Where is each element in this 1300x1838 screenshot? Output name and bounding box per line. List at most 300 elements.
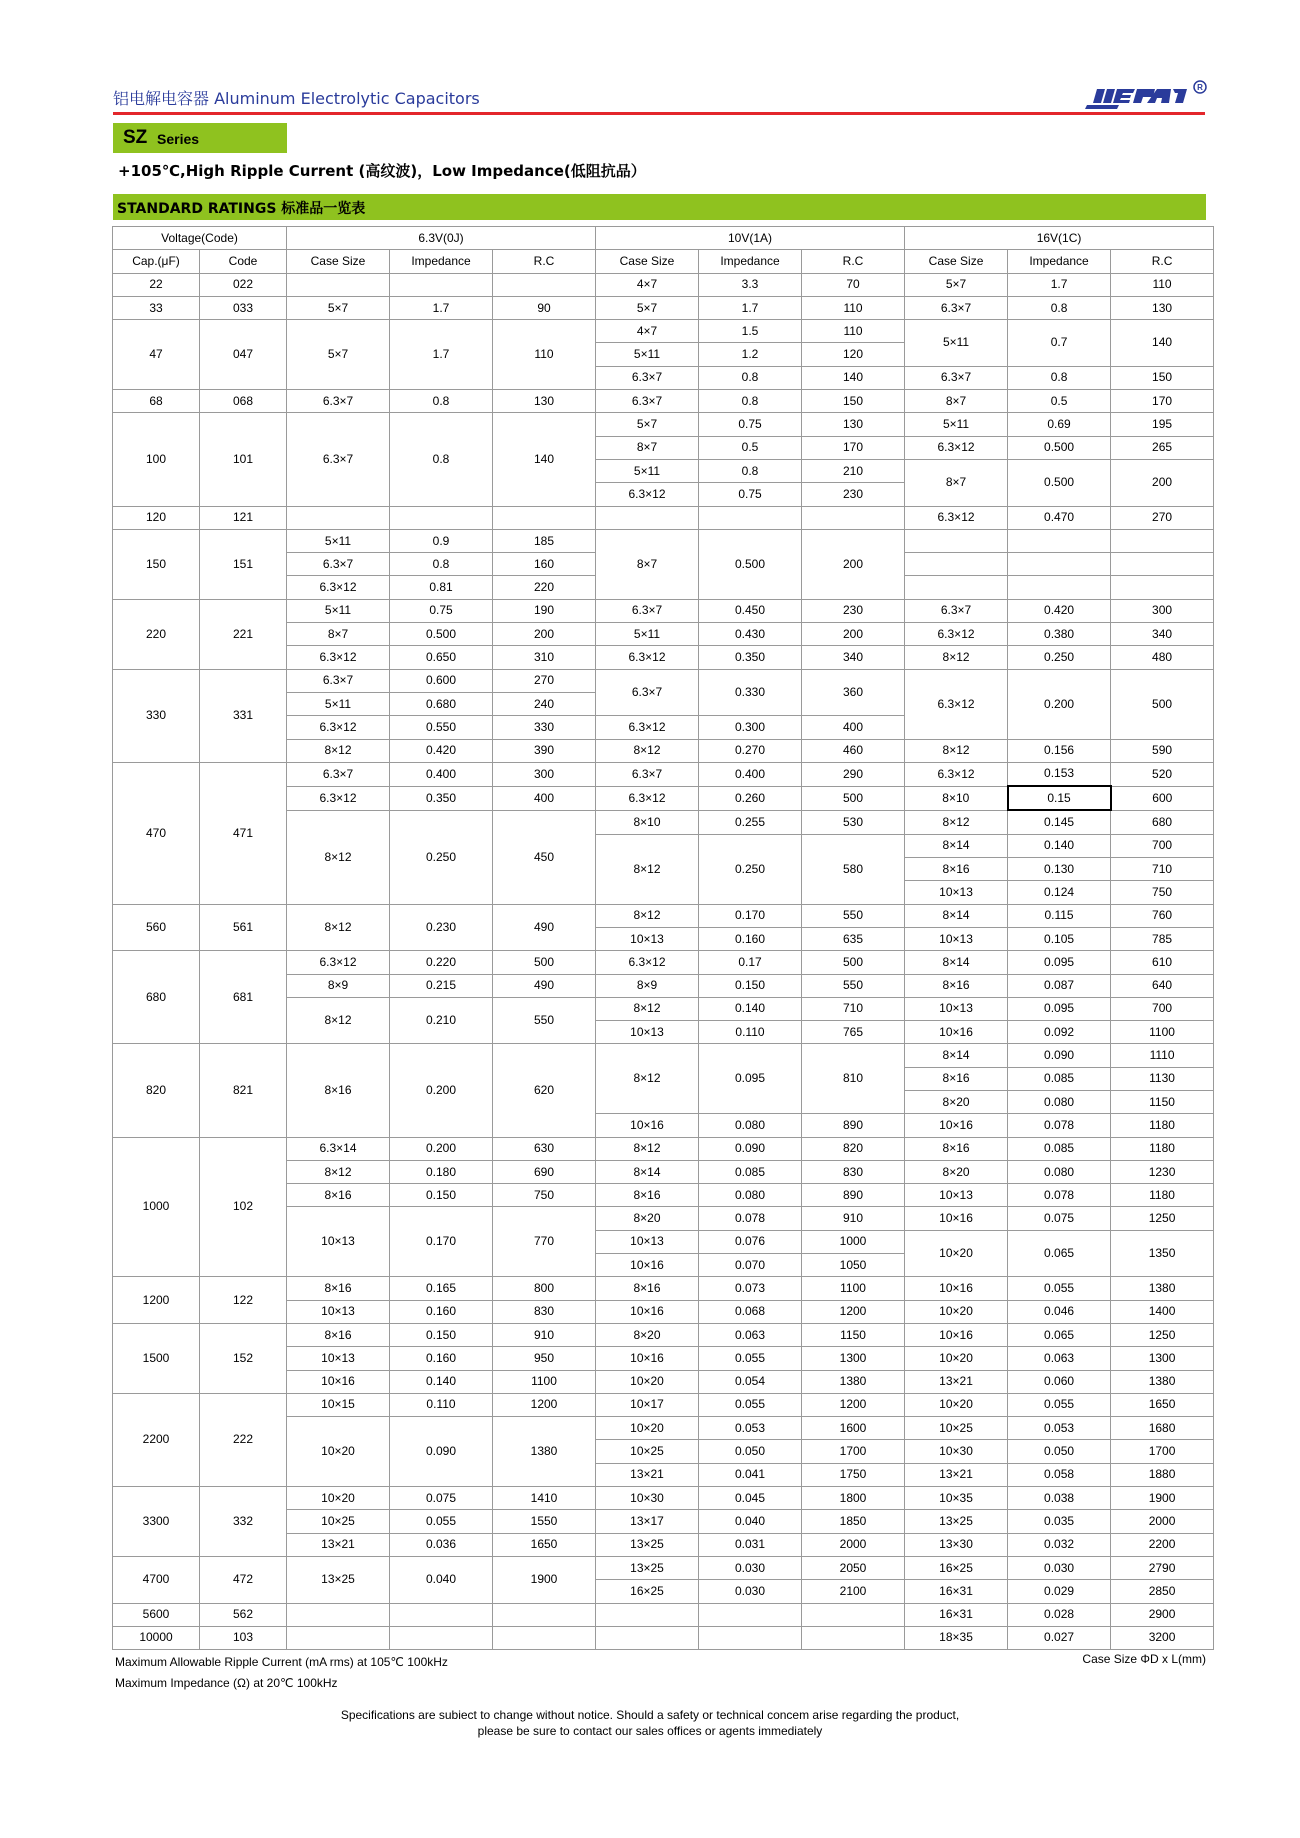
table-cell: 1050 xyxy=(802,1254,905,1277)
table-cell: 0.7 xyxy=(1008,320,1111,367)
table-cell: 0.250 xyxy=(699,834,802,904)
table-cell: 0.430 xyxy=(699,623,802,646)
table-cell: 1.7 xyxy=(1008,273,1111,296)
code-cell: 222 xyxy=(200,1393,287,1486)
table-cell: 6.3×14 xyxy=(287,1137,390,1160)
table-cell: 0.680 xyxy=(390,692,493,715)
table-cell: 8×12 xyxy=(287,739,390,762)
table-cell: 830 xyxy=(802,1160,905,1183)
table-cell: 210 xyxy=(802,459,905,482)
table-cell: 4×7 xyxy=(596,273,699,296)
table-cell: 10×25 xyxy=(905,1417,1008,1440)
table-cell: 8×20 xyxy=(905,1090,1008,1113)
table-cell xyxy=(493,1626,596,1649)
table-cell: 6.3×12 xyxy=(287,576,390,599)
table-cell xyxy=(1111,553,1214,576)
table-cell: 8×12 xyxy=(596,904,699,927)
table-cell: 110 xyxy=(802,296,905,319)
table-cell: 750 xyxy=(493,1184,596,1207)
table-cell: 1400 xyxy=(1111,1300,1214,1323)
table-cell: 520 xyxy=(1111,762,1214,786)
table-cell: 8×14 xyxy=(905,951,1008,974)
table-cell: 1100 xyxy=(802,1277,905,1300)
table-cell: 0.053 xyxy=(699,1417,802,1440)
table-cell: 0.075 xyxy=(1008,1207,1111,1230)
table-cell: 0.095 xyxy=(699,1044,802,1114)
table-cell: 6.3×7 xyxy=(905,296,1008,319)
table-cell xyxy=(596,1603,699,1626)
table-cell: 140 xyxy=(802,366,905,389)
table-cell: 0.060 xyxy=(1008,1370,1111,1393)
table-cell: 0.055 xyxy=(1008,1393,1111,1416)
table-cell: 8×16 xyxy=(287,1277,390,1300)
voltage-column-header: 16V(1C) xyxy=(905,227,1214,250)
table-cell: 0.087 xyxy=(1008,974,1111,997)
table-cell: 0.500 xyxy=(1008,459,1111,506)
table-cell: 10×30 xyxy=(596,1487,699,1510)
table-cell: 10×20 xyxy=(905,1393,1008,1416)
table-cell: 830 xyxy=(493,1300,596,1323)
table-cell: 0.080 xyxy=(699,1114,802,1137)
table-cell: 400 xyxy=(802,716,905,739)
table-cell: 0.076 xyxy=(699,1230,802,1253)
table-cell: 6.3×7 xyxy=(287,413,390,506)
table-cell: 270 xyxy=(493,669,596,692)
table-cell: 10×16 xyxy=(287,1370,390,1393)
code-cell: 102 xyxy=(200,1137,287,1277)
code-cell: 221 xyxy=(200,599,287,669)
table-cell: 0.085 xyxy=(1008,1067,1111,1090)
code-cell: 121 xyxy=(200,506,287,529)
table-cell: 0.15 xyxy=(1008,786,1111,810)
table-cell: 0.17 xyxy=(699,951,802,974)
series-subtitle: +105℃,High Ripple Current (高纹波)，Low Impedance(低阻抗品） xyxy=(118,162,646,180)
series-suffix: Series xyxy=(157,131,200,147)
table-cell: 8×16 xyxy=(596,1184,699,1207)
code-cell: 821 xyxy=(200,1044,287,1137)
table-cell: 765 xyxy=(802,1021,905,1044)
table-cell: 8×14 xyxy=(596,1160,699,1183)
table-cell: 6.3×12 xyxy=(596,716,699,739)
table-row xyxy=(113,390,1214,413)
table-cell: 6.3×12 xyxy=(596,786,699,810)
table-cell: 10×13 xyxy=(596,1230,699,1253)
cap-cell: 2200 xyxy=(113,1393,200,1486)
table-cell: 6.3×7 xyxy=(905,599,1008,622)
table-cell: 0.8 xyxy=(699,366,802,389)
table-cell: 8×14 xyxy=(905,1044,1008,1067)
table-cell: 1380 xyxy=(493,1417,596,1487)
table-cell: 0.080 xyxy=(1008,1160,1111,1183)
table-cell: 1200 xyxy=(493,1393,596,1416)
cap-cell: 1000 xyxy=(113,1137,200,1277)
table-cell: 10×16 xyxy=(905,1277,1008,1300)
voltage-header-row xyxy=(113,227,1214,250)
footer-disclaimer xyxy=(0,1707,1300,1739)
table-cell: 10×16 xyxy=(596,1347,699,1370)
table-cell: 0.5 xyxy=(1008,390,1111,413)
table-cell: 500 xyxy=(802,786,905,810)
table-cell: 1.7 xyxy=(699,296,802,319)
table-cell: 1230 xyxy=(1111,1160,1214,1183)
table-cell: 400 xyxy=(493,786,596,810)
table-cell: 6.3×12 xyxy=(596,483,699,506)
table-cell: 0.053 xyxy=(1008,1417,1111,1440)
table-row xyxy=(113,1603,1214,1626)
table-cell: 195 xyxy=(1111,413,1214,436)
cap-cell: 5600 xyxy=(113,1603,200,1626)
table-row xyxy=(113,529,1214,552)
table-cell: 0.153 xyxy=(1008,762,1111,786)
table-cell: 750 xyxy=(1111,881,1214,904)
cap-cell: 10000 xyxy=(113,1626,200,1649)
table-cell: 1.7 xyxy=(390,296,493,319)
table-cell: 10×35 xyxy=(905,1487,1008,1510)
table-row xyxy=(113,1137,1214,1160)
table-cell: 6.3×7 xyxy=(287,390,390,413)
cap-cell: 4700 xyxy=(113,1556,200,1603)
voltage-column-header: 6.3V(0J) xyxy=(287,227,596,250)
table-cell: 130 xyxy=(493,390,596,413)
table-cell: 460 xyxy=(802,739,905,762)
table-cell: 10×16 xyxy=(596,1254,699,1277)
table-cell: 8×12 xyxy=(905,646,1008,669)
table-cell: 890 xyxy=(802,1184,905,1207)
table-cell: 0.078 xyxy=(1008,1184,1111,1207)
table-cell: 1100 xyxy=(1111,1021,1214,1044)
table-cell: 0.75 xyxy=(390,599,493,622)
table-cell: 0.500 xyxy=(699,529,802,599)
table-cell: 140 xyxy=(493,413,596,506)
table-cell: 6.3×7 xyxy=(287,669,390,692)
table-cell: 0.055 xyxy=(390,1510,493,1533)
table-cell: 240 xyxy=(493,692,596,715)
cap-cell: 1200 xyxy=(113,1277,200,1324)
table-cell: 1.5 xyxy=(699,320,802,343)
table-cell: 0.69 xyxy=(1008,413,1111,436)
table-cell: 0.078 xyxy=(699,1207,802,1230)
table-cell: 0.140 xyxy=(390,1370,493,1393)
table-row xyxy=(113,599,1214,622)
table-cell: 8×16 xyxy=(287,1323,390,1346)
table-cell: 5×7 xyxy=(287,296,390,319)
table-cell: 0.220 xyxy=(390,951,493,974)
table-cell xyxy=(390,1626,493,1649)
table-cell xyxy=(1111,576,1214,599)
table-cell: 0.140 xyxy=(699,997,802,1020)
table-cell: 0.070 xyxy=(699,1254,802,1277)
table-cell xyxy=(699,1603,802,1626)
table-cell: 0.260 xyxy=(699,786,802,810)
table-cell: 13×25 xyxy=(287,1556,390,1603)
table-row xyxy=(113,273,1214,296)
cap-cell: 220 xyxy=(113,599,200,669)
cap-cell: 560 xyxy=(113,904,200,951)
table-cell: 0.080 xyxy=(699,1184,802,1207)
table-cell: 200 xyxy=(802,529,905,599)
code-cell: 151 xyxy=(200,529,287,599)
table-cell: 10×13 xyxy=(287,1300,390,1323)
table-cell: 10×30 xyxy=(905,1440,1008,1463)
table-cell: 2050 xyxy=(802,1556,905,1579)
table-cell: 0.030 xyxy=(1008,1556,1111,1579)
table-cell xyxy=(699,506,802,529)
code-cell: 047 xyxy=(200,320,287,390)
cap-cell: 3300 xyxy=(113,1487,200,1557)
table-row xyxy=(113,1323,1214,1346)
code-header: Code xyxy=(200,250,287,273)
table-cell: 8×12 xyxy=(287,810,390,904)
table-cell: 0.095 xyxy=(1008,997,1111,1020)
table-cell: 10×20 xyxy=(287,1487,390,1510)
table-cell: 500 xyxy=(1111,669,1214,739)
table-cell: 10×20 xyxy=(905,1300,1008,1323)
svg-text:R: R xyxy=(1197,83,1203,92)
code-cell: 101 xyxy=(200,413,287,506)
code-cell: 471 xyxy=(200,762,287,904)
table-cell: 0.8 xyxy=(699,459,802,482)
table-cell: 390 xyxy=(493,739,596,762)
table-cell: 10×16 xyxy=(596,1300,699,1323)
table-cell: 500 xyxy=(802,951,905,974)
table-cell: 0.420 xyxy=(1008,599,1111,622)
table-cell: 190 xyxy=(493,599,596,622)
table-cell: 820 xyxy=(802,1137,905,1160)
table-cell: 2900 xyxy=(1111,1603,1214,1626)
table-cell: 6.3×7 xyxy=(596,669,699,716)
table-cell: 10×13 xyxy=(905,881,1008,904)
table-cell: 0.210 xyxy=(390,997,493,1044)
code-cell: 331 xyxy=(200,669,287,762)
table-cell: 185 xyxy=(493,529,596,552)
table-cell: 2200 xyxy=(1111,1533,1214,1556)
table-cell: 8×12 xyxy=(905,810,1008,834)
table-cell xyxy=(1111,529,1214,552)
table-cell: 550 xyxy=(802,904,905,927)
table-cell: 1150 xyxy=(1111,1090,1214,1113)
table-cell: 110 xyxy=(802,320,905,343)
table-cell: 8×16 xyxy=(596,1277,699,1300)
table-cell: 0.027 xyxy=(1008,1626,1111,1649)
table-cell: 10×16 xyxy=(905,1114,1008,1137)
table-cell: 170 xyxy=(1111,390,1214,413)
table-cell: 0.090 xyxy=(699,1137,802,1160)
table-notes xyxy=(115,1652,448,1694)
table-cell: 0.170 xyxy=(699,904,802,927)
table-cell: 13×25 xyxy=(905,1510,1008,1533)
table-cell: 90 xyxy=(493,296,596,319)
table-cell: 0.140 xyxy=(1008,834,1111,857)
table-cell: 0.145 xyxy=(1008,810,1111,834)
table-cell: 785 xyxy=(1111,927,1214,950)
code-cell: 152 xyxy=(200,1323,287,1393)
table-cell: 6.3×7 xyxy=(596,762,699,786)
table-cell: 6.3×12 xyxy=(287,786,390,810)
table-cell: 6.3×7 xyxy=(287,762,390,786)
table-cell: 340 xyxy=(1111,623,1214,646)
table-cell: 0.160 xyxy=(390,1300,493,1323)
table-cell: 10×16 xyxy=(905,1021,1008,1044)
sub-column-header: R.C xyxy=(1111,250,1214,273)
table-cell: 330 xyxy=(493,716,596,739)
table-cell: 0.8 xyxy=(390,553,493,576)
table-cell: 1600 xyxy=(802,1417,905,1440)
table-cell xyxy=(287,1626,390,1649)
table-cell: 0.035 xyxy=(1008,1510,1111,1533)
table-cell: 5×11 xyxy=(596,343,699,366)
impedance-note: Maximum Impedance (Ω) at 20℃ 100kHz xyxy=(115,1676,338,1690)
table-cell: 160 xyxy=(493,553,596,576)
table-cell: 490 xyxy=(493,974,596,997)
table-cell: 0.8 xyxy=(1008,366,1111,389)
table-cell: 890 xyxy=(802,1114,905,1137)
table-cell: 0.090 xyxy=(390,1417,493,1487)
table-cell xyxy=(287,1603,390,1626)
table-cell: 13×25 xyxy=(596,1556,699,1579)
table-cell: 13×21 xyxy=(905,1463,1008,1486)
table-cell: 8×20 xyxy=(596,1323,699,1346)
table-cell xyxy=(905,576,1008,599)
table-cell: 0.8 xyxy=(699,390,802,413)
table-cell: 0.046 xyxy=(1008,1300,1111,1323)
table-cell: 1380 xyxy=(1111,1277,1214,1300)
cap-cell: 1500 xyxy=(113,1323,200,1393)
table-cell: 0.080 xyxy=(1008,1090,1111,1113)
table-cell: 500 xyxy=(493,951,596,974)
table-row xyxy=(113,1556,1214,1579)
table-cell xyxy=(699,1626,802,1649)
table-cell: 5×11 xyxy=(905,320,1008,367)
table-cell: 0.150 xyxy=(390,1184,493,1207)
table-cell: 0.110 xyxy=(390,1393,493,1416)
table-cell: 8×20 xyxy=(596,1207,699,1230)
table-cell: 8×12 xyxy=(287,1160,390,1183)
table-cell: 0.063 xyxy=(699,1323,802,1346)
table-cell: 6.3×12 xyxy=(596,951,699,974)
table-cell xyxy=(390,273,493,296)
table-cell: 0.350 xyxy=(390,786,493,810)
table-cell xyxy=(390,1603,493,1626)
table-cell: 0.200 xyxy=(390,1044,493,1137)
table-cell: 0.068 xyxy=(699,1300,802,1323)
table-cell: 265 xyxy=(1111,436,1214,459)
code-cell: 022 xyxy=(200,273,287,296)
table-cell: 5×11 xyxy=(287,529,390,552)
table-cell: 0.650 xyxy=(390,646,493,669)
table-cell: 0.055 xyxy=(699,1393,802,1416)
table-cell: 0.055 xyxy=(699,1347,802,1370)
table-cell: 1410 xyxy=(493,1487,596,1510)
code-cell: 681 xyxy=(200,951,287,1044)
table-cell: 8×9 xyxy=(287,974,390,997)
table-cell: 8×7 xyxy=(596,529,699,599)
table-cell: 8×9 xyxy=(596,974,699,997)
table-cell xyxy=(1008,529,1111,552)
table-cell: 6.3×12 xyxy=(905,506,1008,529)
table-cell xyxy=(390,506,493,529)
table-cell: 1200 xyxy=(802,1393,905,1416)
table-cell xyxy=(287,273,390,296)
series-badge xyxy=(113,123,287,153)
table-cell: 0.029 xyxy=(1008,1580,1111,1603)
table-cell: 0.054 xyxy=(699,1370,802,1393)
table-cell: 0.040 xyxy=(699,1510,802,1533)
table-row xyxy=(113,1487,1214,1510)
table-cell: 0.028 xyxy=(1008,1603,1111,1626)
table-cell: 10×16 xyxy=(905,1323,1008,1346)
table-cell: 230 xyxy=(802,483,905,506)
table-cell: 2000 xyxy=(1111,1510,1214,1533)
table-cell: 5×7 xyxy=(596,413,699,436)
table-cell xyxy=(802,1603,905,1626)
brand-logo xyxy=(1083,79,1207,116)
table-cell: 700 xyxy=(1111,997,1214,1020)
table-cell: 0.450 xyxy=(699,599,802,622)
table-cell: 10×25 xyxy=(596,1440,699,1463)
table-cell: 16×25 xyxy=(596,1580,699,1603)
cap-cell: 68 xyxy=(113,390,200,413)
table-cell: 5×11 xyxy=(905,413,1008,436)
table-cell: 8×16 xyxy=(287,1184,390,1207)
table-cell: 0.350 xyxy=(699,646,802,669)
table-cell: 5×7 xyxy=(905,273,1008,296)
table-cell: 550 xyxy=(802,974,905,997)
table-cell: 950 xyxy=(493,1347,596,1370)
table-cell: 1850 xyxy=(802,1510,905,1533)
sub-column-header: Case Size xyxy=(596,250,699,273)
table-cell: 10×13 xyxy=(905,997,1008,1020)
table-cell: 800 xyxy=(493,1277,596,1300)
table-row xyxy=(113,762,1214,786)
table-cell: 0.200 xyxy=(390,1137,493,1160)
table-cell: 0.090 xyxy=(1008,1044,1111,1067)
table-cell: 8×12 xyxy=(905,739,1008,762)
table-cell: 1880 xyxy=(1111,1463,1214,1486)
table-cell: 0.065 xyxy=(1008,1323,1111,1346)
table-cell: 2100 xyxy=(802,1580,905,1603)
table-cell: 630 xyxy=(493,1137,596,1160)
table-cell: 710 xyxy=(802,997,905,1020)
table-cell: 0.300 xyxy=(699,716,802,739)
sub-column-header: R.C xyxy=(493,250,596,273)
table-cell: 10×17 xyxy=(596,1393,699,1416)
table-cell: 6.3×7 xyxy=(596,390,699,413)
table-cell: 0.038 xyxy=(1008,1487,1111,1510)
table-cell: 0.420 xyxy=(390,739,493,762)
table-cell: 550 xyxy=(493,997,596,1044)
table-cell: 13×21 xyxy=(596,1463,699,1486)
table-cell: 0.045 xyxy=(699,1487,802,1510)
table-cell: 1250 xyxy=(1111,1207,1214,1230)
table-cell: 530 xyxy=(802,810,905,834)
table-cell: 0.600 xyxy=(390,669,493,692)
table-cell: 13×21 xyxy=(287,1533,390,1556)
table-cell: 0.550 xyxy=(390,716,493,739)
table-cell: 290 xyxy=(802,762,905,786)
sub-column-header: Case Size xyxy=(287,250,390,273)
voltage-header: Voltage(Code) xyxy=(113,227,287,250)
table-cell: 610 xyxy=(1111,951,1214,974)
sub-column-header: Impedance xyxy=(699,250,802,273)
table-cell xyxy=(287,506,390,529)
table-cell: 1180 xyxy=(1111,1114,1214,1137)
table-cell: 1110 xyxy=(1111,1044,1214,1067)
code-cell: 103 xyxy=(200,1626,287,1649)
table-cell: 6.3×12 xyxy=(905,762,1008,786)
table-cell: 0.500 xyxy=(390,623,493,646)
table-cell: 1650 xyxy=(1111,1393,1214,1416)
table-cell: 8×12 xyxy=(596,739,699,762)
